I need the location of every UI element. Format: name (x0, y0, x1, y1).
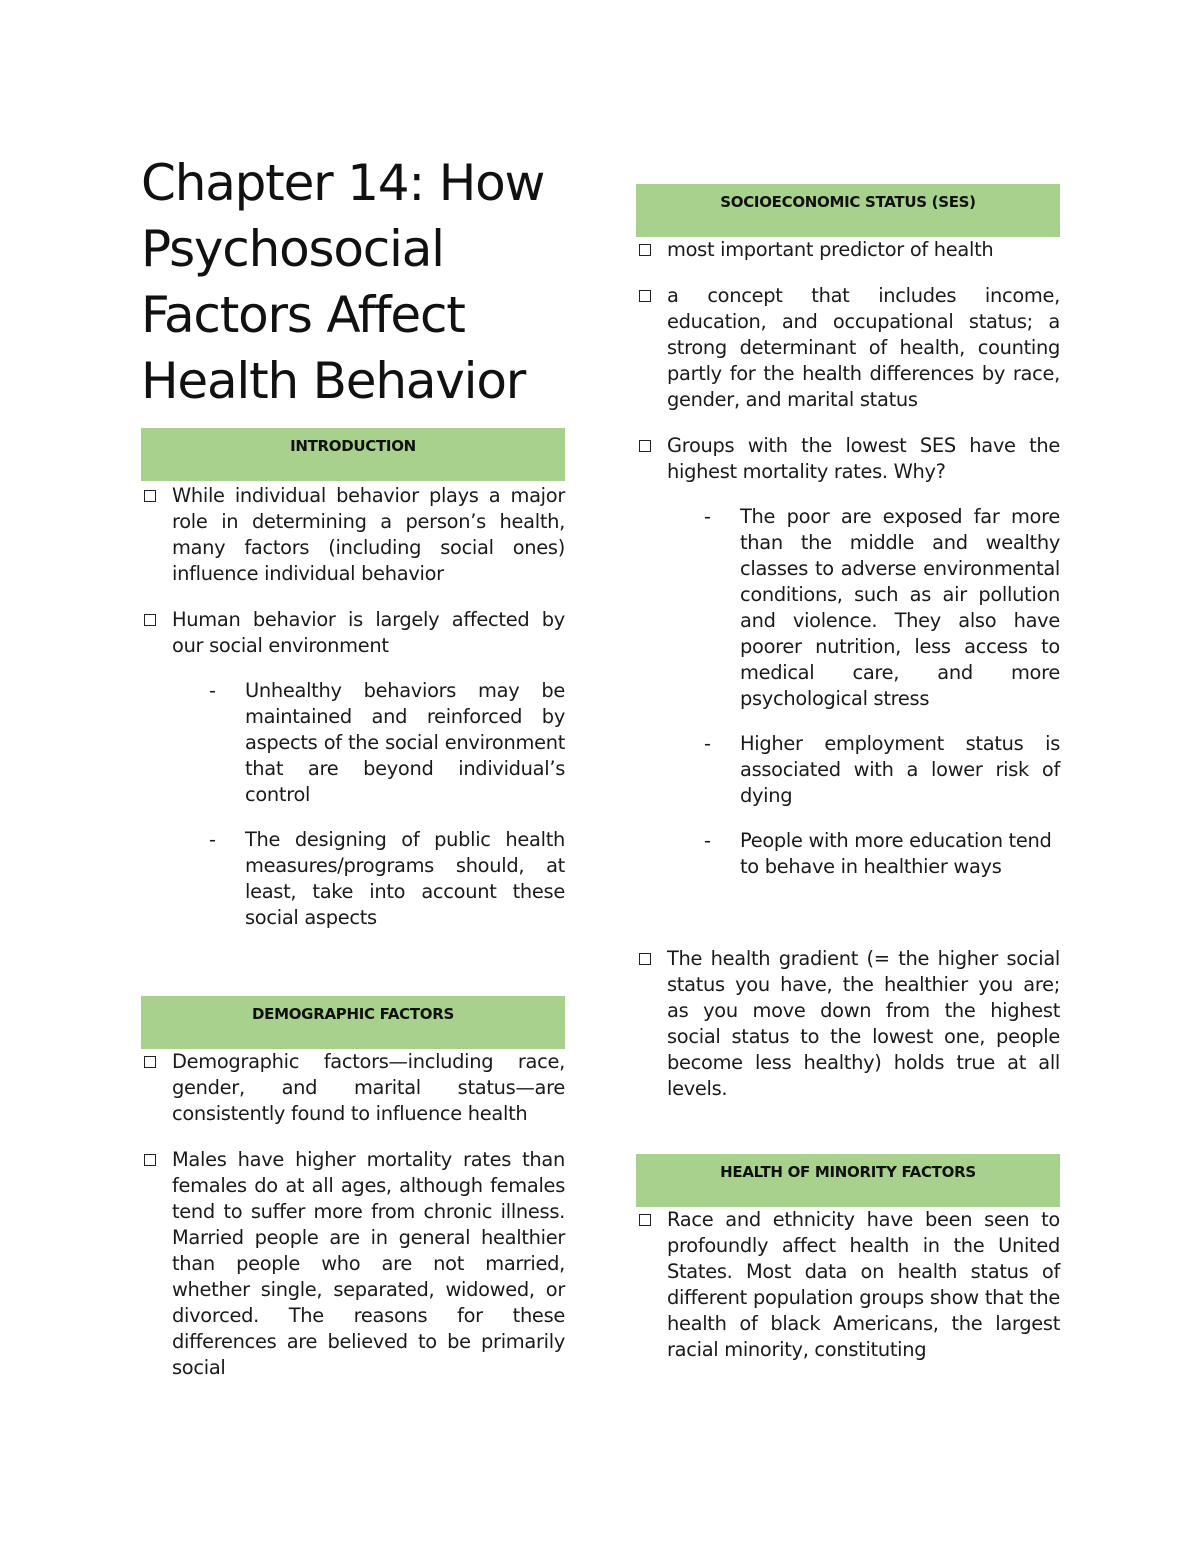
sub-bullet-text: The designing of public health measures/programs should, at least, take into account these social aspects (245, 828, 565, 929)
checkbox-icon (639, 290, 651, 302)
bullet-text: a concept that includes income, education, and occupational status; a strong determinant of health, counting partly for the health differences by race, gender, and marital status (667, 284, 1060, 411)
checkbox-icon (639, 440, 651, 452)
bullet-text: Groups with the lowest SES have the highest mortality rates. Why? (667, 434, 1060, 483)
bullet-text: Race and ethnicity have been seen to profoundly affect health in the United States. Most data on health status of different population groups show that the health of black Americans, the largest racial minority, constituting (667, 1208, 1060, 1361)
introduction-heading-text: INTRODUCTION (290, 437, 416, 455)
sub-bullet-text: The poor are exposed far more than the middle and wealthy classes to adverse environmental conditions, such as air pollution and violence. They also have poorer nutrition, less access to medical care, and more psychological stress (740, 505, 1060, 710)
section-heading-demographic (141, 996, 565, 1049)
sub-bullet-text: Higher employment status is associated with a lower risk of dying (740, 732, 1060, 807)
ses-heading-text: SOCIOECONOMIC STATUS (SES) (720, 193, 976, 211)
bullet-text: Demographic factors—including race, gender, and marital status—are consistently found to influence health (172, 1050, 565, 1125)
right-column (636, 184, 1060, 1363)
list-item (141, 483, 565, 587)
sub-list-item (636, 731, 1060, 809)
dash-marker: - (209, 828, 216, 851)
section-heading-ses (636, 184, 1060, 237)
sub-list-item (636, 504, 1060, 712)
bullet-text: While individual behavior plays a major role in determining a person’s health, many factors (including social ones) influence individual behavior (172, 484, 565, 585)
left-column (141, 150, 565, 1381)
dash-marker: - (209, 679, 216, 702)
list-item (141, 1147, 565, 1381)
bullet-text: most important predictor of health (667, 238, 994, 261)
page-title: Chapter 14: How Psychosocial Factors Affect Health Behavior (141, 154, 545, 410)
checkbox-icon (639, 1214, 651, 1226)
bullet-text: The health gradient (= the higher social status you have, the healthier you are; as you move down from the highest social status to the lowest one, people become less healthy) holds true at all levels. (667, 947, 1060, 1100)
checkbox-icon (144, 1056, 156, 1068)
bullet-text: Males have higher mortality rates than females do at all ages, although females tend to suffer more from chronic illness. Married people are in general healthier than people who are not married, whether single, separated, widowed, or divorced. The reasons for these differences are believed to be primarily social (172, 1148, 565, 1379)
minority-heading-text: HEALTH OF MINORITY FACTORS (720, 1163, 976, 1181)
sub-list-item (141, 827, 565, 931)
sub-list-item (141, 678, 565, 808)
bullet-text: Human behavior is largely affected by our social environment (172, 608, 565, 657)
checkbox-icon (144, 490, 156, 502)
checkbox-icon (639, 244, 651, 256)
dash-marker: - (704, 505, 711, 528)
list-item (141, 1049, 565, 1127)
checkbox-icon (639, 953, 651, 965)
section-heading-minority (636, 1154, 1060, 1207)
sub-bullet-text: People with more education tend to behave in healthier ways (740, 829, 1052, 878)
list-item (141, 607, 565, 659)
demographic-heading-text: DEMOGRAPHIC FACTORS (252, 1005, 454, 1023)
checkbox-icon (144, 1154, 156, 1166)
list-item (636, 433, 1060, 485)
checkbox-icon (144, 614, 156, 626)
sub-list-item (636, 828, 1060, 880)
section-heading-introduction (141, 428, 565, 481)
list-item (636, 283, 1060, 413)
list-item (636, 237, 1060, 263)
list-item (636, 946, 1060, 1102)
list-item (636, 1207, 1060, 1363)
dash-marker: - (704, 829, 711, 852)
dash-marker: - (704, 732, 711, 755)
sub-bullet-text: Unhealthy behaviors may be maintained and reinforced by aspects of the social environment that are beyond individual’s control (245, 679, 565, 806)
